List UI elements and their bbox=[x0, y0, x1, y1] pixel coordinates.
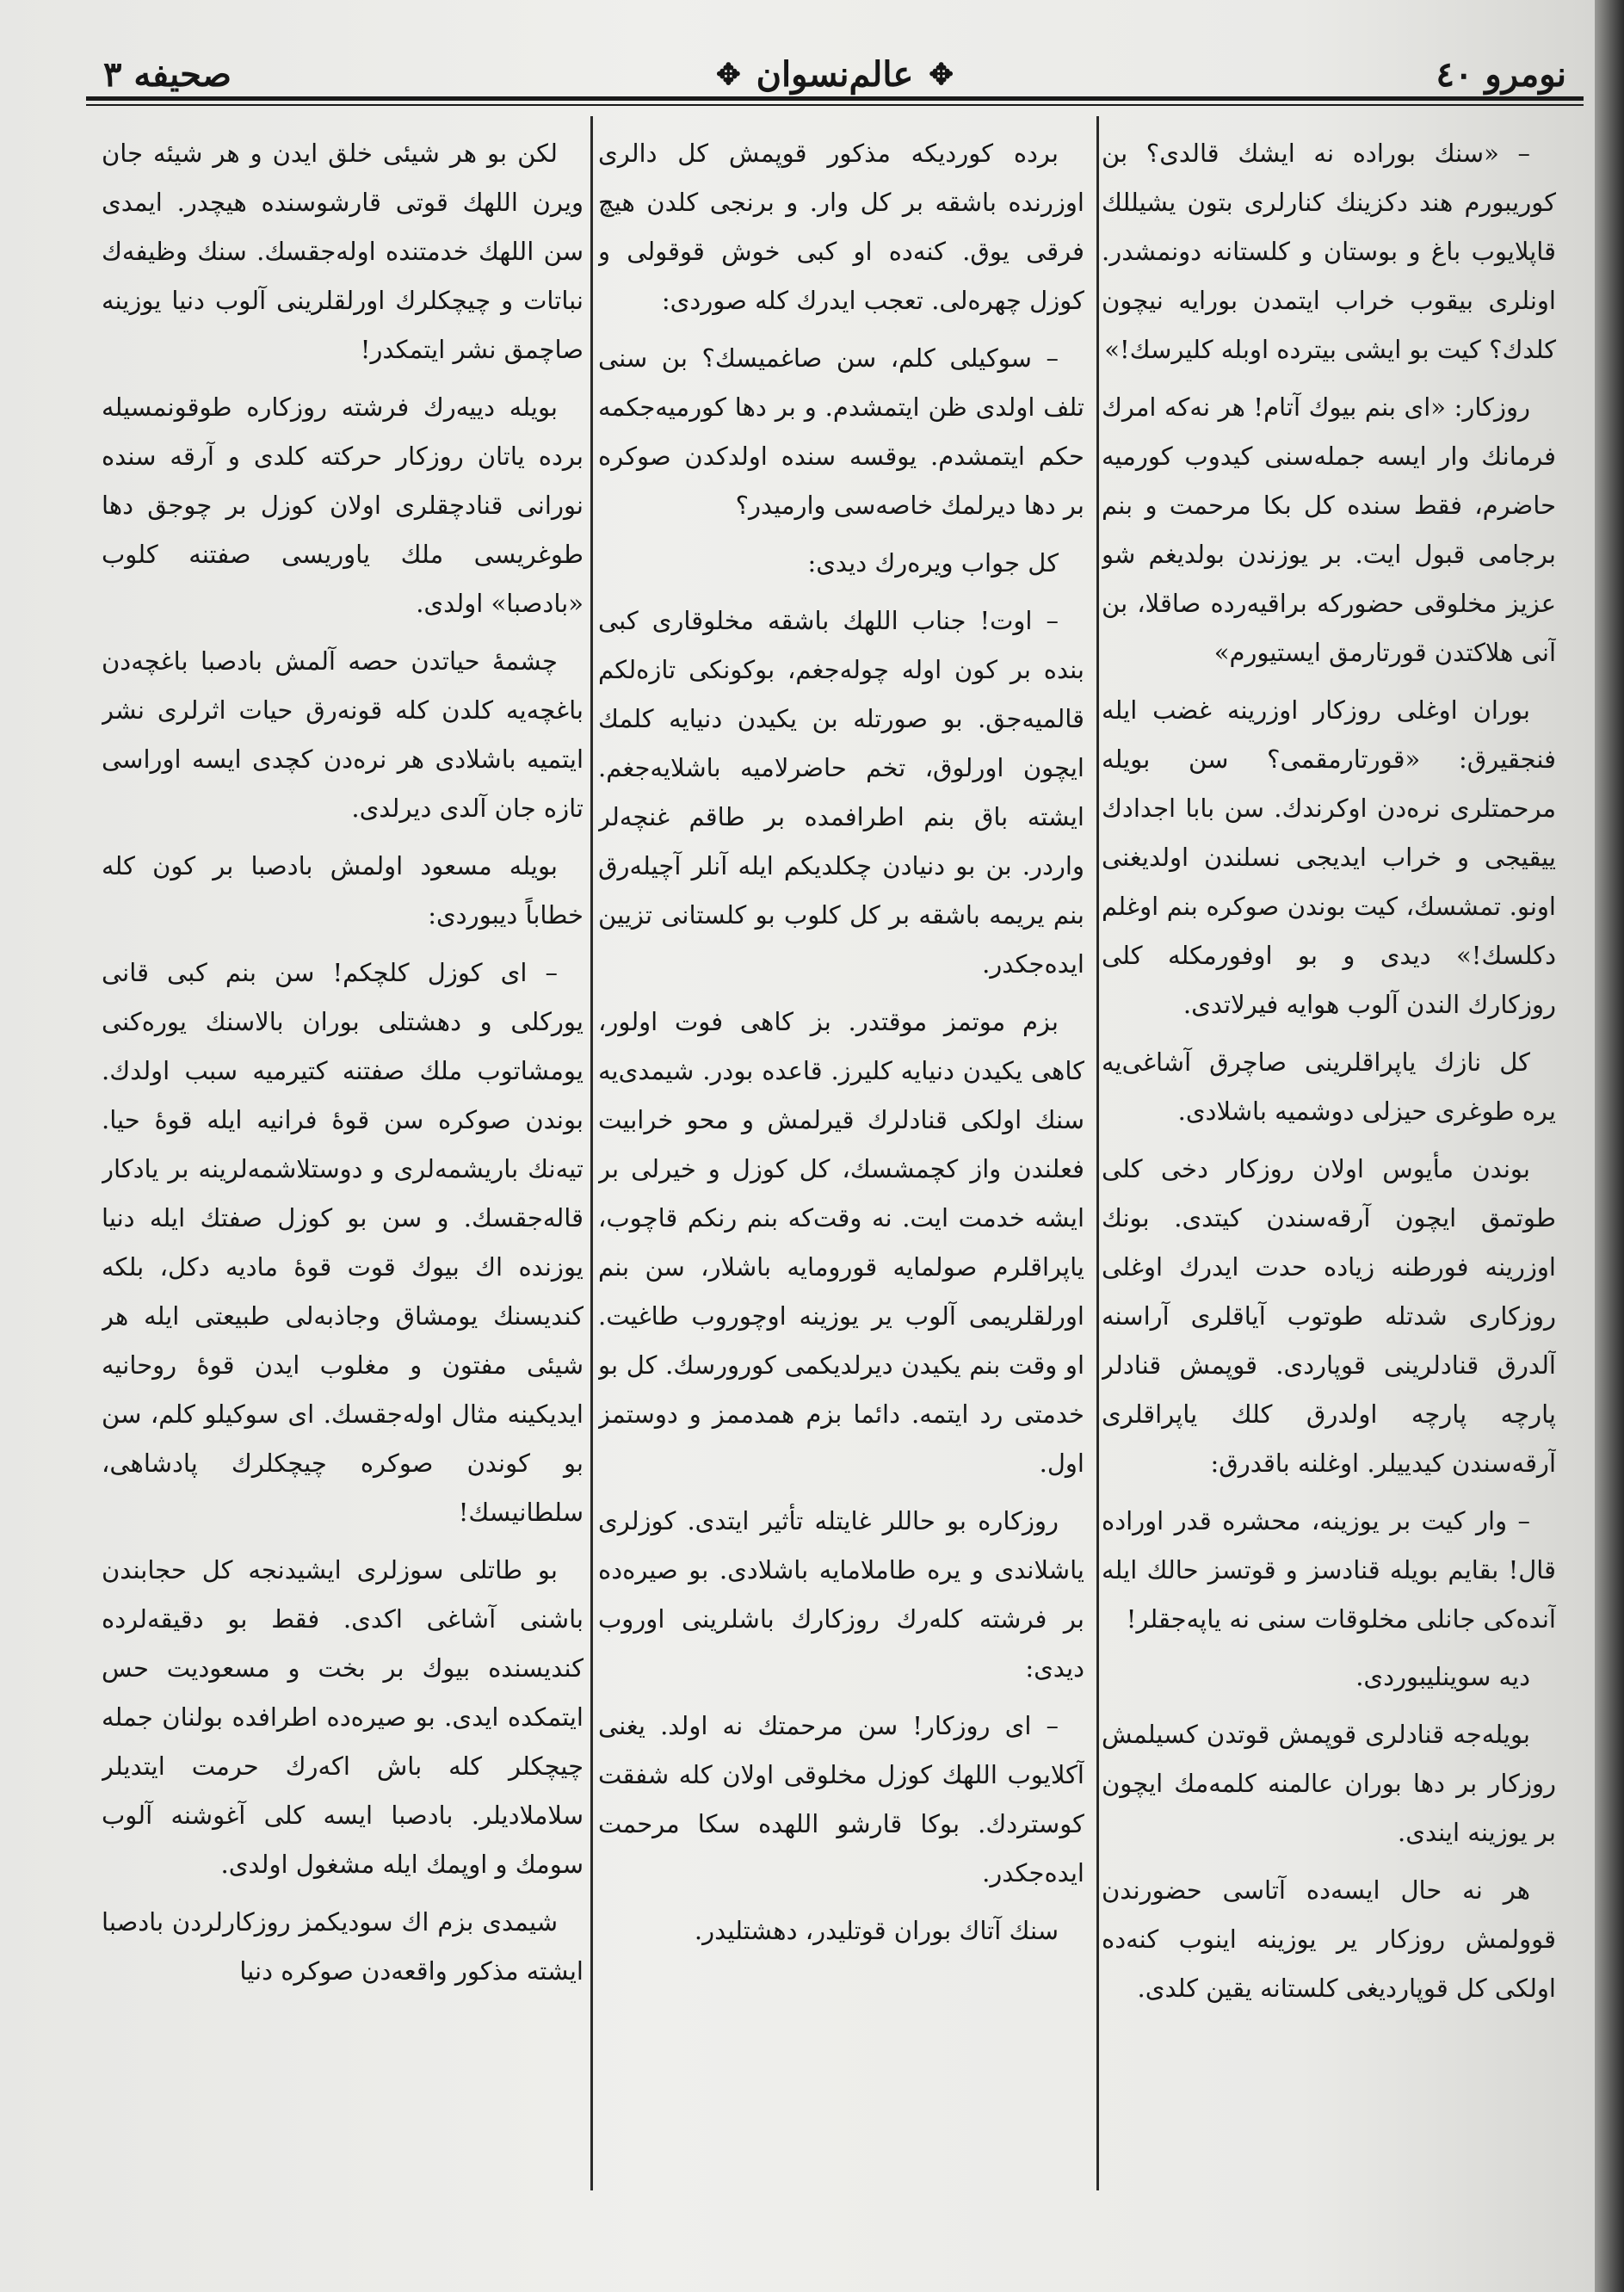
title-text: عالم‌نسوان bbox=[756, 54, 914, 95]
paragraph: – وار کیت بر یوزینه، محشره قدر اوراده قال! بقایم بویله قنادسز و قوتسز حالك ایله آنده‌کی جانلی مخلوقات سنی نه یاپه‌جقلر! bbox=[1102, 1506, 1556, 1634]
paragraph: بو طاتلی سوزلری ایشیدنجه کل حجابندن باشنی آشاغی اکدی. فقط بو دقیقه‌لرده کندیسنده بیوك بر بخت و مسعودیت حس ایتمکده ایدی. بو صیره‌ده اطرافده بولنان جمله چیچکلر کله باش اکه‌رك حرمت ایتدیلر سلاملادیلر. بادصبا ایسه کلی آغوشنه آلوب سومك و اوپمك ایله مشغول اولدی. bbox=[102, 1555, 584, 1879]
paragraph: سنك آتاك بوران قوتلیدر، دهشتلیدر. bbox=[694, 1916, 1059, 1945]
paragraph: بزم موتمز موقتدر. بز کاهی فوت اولور، کاهی یکیدن دنیایه کلیرز. قاعده بودر. شیمدی‌یه سنك اولکی قنادلرك قیرلمش و محو خرابیت فعلندن واز کچمشسك، کل کوزل و خیرلی بر ایشه خدمت ایت. نه وقت‌که بنم رنکم قاچوب، یاپراقلرم صولمایه قورومایه باشلار، سن بنم اورلقلریمی آلوب یر یوزینه اوچوروب طاغیت. او وقت بنم یکیدن دیرلدیکمی کورورسك. کل بو خدمتی رد ایتمه. دائما بزم همدممز و دوستمز اول. bbox=[598, 1007, 1084, 1478]
paragraph: بویله مسعود اولمش بادصبا بر کون کله خطاباً دیبوردی: bbox=[102, 851, 584, 930]
newspaper-title bbox=[716, 54, 954, 95]
column-left bbox=[102, 129, 584, 2195]
header-rule-thin bbox=[86, 104, 1584, 106]
column-divider bbox=[590, 116, 593, 2190]
paragraph: کل نازك یاپراقلرینی صاچرق آشاغی‌یه یره طوغری حیزلی دوشمیه باشلادی. bbox=[1102, 1047, 1556, 1126]
paragraph: بوندن مأیوس اولان روزکار دخی کلی طوتمق ایچون آرقه‌سندن کیتدی. بونك اوزرینه فورطنه زیاده حدت ایدرك اوغلی روزکاری شدتله طوتوب آیاقلری آراسنه آلدرق قنادلرینی قوپاردی. قوپمش قنادلر پارچه پارچه اولدرق کلك یاپراقلری آرقه‌سندن کیدییلر. اوغلنه باقدرق: bbox=[1102, 1154, 1556, 1478]
masthead bbox=[86, 47, 1584, 99]
column-middle bbox=[598, 129, 1084, 2195]
ornament-icon: ✥ bbox=[716, 57, 741, 92]
header-rule bbox=[86, 96, 1584, 101]
paragraph: شیمدی بزم اك سودیکمز روزکارلردن بادصبا ایشته مذکور واقعه‌دن صوکره دنیا bbox=[102, 1907, 584, 1986]
paragraph: – سوکیلی کلم، سن صاغمیسك؟ بن سنی تلف اولدی ظن ایتمشدم. و بر دها کورمیه‌جکمه حکم ایتمشدم. یوقسه سنده اولدکدن صوکره بر دها دیرلمك خاصه‌سی وارمیدر؟ bbox=[598, 343, 1084, 520]
issue-number: نومرو ٤٠ bbox=[1436, 54, 1566, 95]
column-divider bbox=[1096, 116, 1099, 2190]
paragraph: هر نه حال ایسه‌ده آتاسی حضورندن قوولمش روزکار یر یوزینه اینوب کنه‌ده اولکی کل قوپاردیغی کلستانه یقین کلدی. bbox=[1102, 1875, 1556, 2003]
paragraph: – ای کوزل کلچکم! سن بنم کبی قانی یورکلی و دهشتلی بوران بالاسنك یوره‌کنی یومشاتوب ملك صفتنه کتیرمیه سبب اولدك. بوندن صوکره سن قوهٔ فرانیه ایله قوهٔ حیا. تیه‌نك باریشمه‌لری و دوستلاشمه‌لرینه بر یادکار قاله‌جقسك. و سن بو کوزل صفتك ایله دنیا یوزنده اك بیوك قوت قوهٔ مادیه دکل، بلکه کندیسنك یومشاق وجاذبه‌لی طبیعتی ایله هر شیئی مفتون و مغلوب ایدن قوهٔ روحانیه ایدیکینه مثال اوله‌جقسك. ای سوکیلو کلم، سن بو کوندن صوکره چیچکلرك پادشاهی، سلطانیسك! bbox=[102, 958, 584, 1527]
ornament-icon: ✥ bbox=[929, 57, 954, 92]
paragraph: چشمهٔ حیاتدن حصه آلمش بادصبا باغچه‌دن باغچه‌یه کلدن کله قونه‌رق حیات اثرلری نشر ایتمیه باشلادی هر نره‌دن کچدی ایسه اوراسی تازه جان آلدی دیرلدی. bbox=[102, 646, 584, 823]
paragraph: – «سنك بوراده نه ایشك قالدی؟ بن کوریبورم هند دکزینك کنارلری بتون یشیللك قاپلایوب باغ و بوستان و کلستانه دونمشدر. اونلری بیقوب خراب ایتمدن بورایه نیچون کلدك؟ کیت بو ایشی بیترده اوبله کلیرسك!» bbox=[1102, 139, 1556, 364]
column-right bbox=[1102, 129, 1556, 2195]
paragraph: دیه سوینلیبوردی. bbox=[1355, 1662, 1530, 1691]
paragraph: بویله دییه‌رك فرشته روزکاره طوقونمسیله برده یاتان روزکار حرکته کلدی و آرقه سنده نورانی قنادچقلری اولان کوزل بر چوجق دها طوغریسی ملك یاوریسی صفتنه کلوب «بادصبا» اولدی. bbox=[102, 392, 584, 618]
paragraph: برده کوردیکه مذکور قوپمش کل دالری اوزرنده باشقه بر کل وار. و برنجی کلدن هیچ فرقی یوق. کنه‌ده او کبی خوش قوقولی و کوزل چهره‌لی. تعجب ایدرك کله صوردی: bbox=[598, 139, 1084, 315]
paragraph: – اوت! جناب اللهك باشقه مخلوقاری کبی بنده بر کون اوله چوله‌جغم، بوکونکی تازه‌لکم قالمیه‌جق. بو صورتله بن یکیدن دنیایه کلمك ایچون اورلوق، تخم حاضرلامیه باشلایه‌جغم. ایشته باق بنم اطرافمده بر طاقم غنچه‌لر واردر. بن بو دنیادن چکلدیکم ایله آنلر آچیله‌رق بنم یریمه باشقه بر کل کلوب بو کلستانی تزیین ایده‌جکدر. bbox=[598, 606, 1084, 979]
page-number: صحیفه ٣ bbox=[103, 54, 232, 95]
paragraph: بویله‌جه قنادلری قوپمش قوتدن کسیلمش روزکار بر دها بوران عالمنه کلمه‌مك ایچون بر یوزینه ایندی. bbox=[1102, 1720, 1556, 1847]
paragraph: لکن بو هر شیئی خلق ایدن و هر شیئه جان ویرن اللهك قوتی قارشوسنده هیچدر. ایمدی سن اللهك خدمتنده اوله‌جقسك. سنك وظیفه‌ك نباتات و چیچکلرك اورلقلرینی آلوب دنیا یوزینه صاچمق نشر ایتمکدر! bbox=[102, 139, 584, 364]
paragraph: روزکار: «ای بنم بیوك آتام! هر نه‌که امرك فرمانك وار ایسه جمله‌سنی کیدوب کورمیه حاضرم، فقط سنده کل بکا مرحمت و بنم برجامی قبول ایت. بر یوزندن بولدیغم شو عزیز مخلوقی حضورکه براقیه‌رده صاقلا، بن آنی هلاکتدن قورتارمق ایستیورم» bbox=[1102, 392, 1556, 667]
paragraph: کل جواب ویره‌رك دیدی: bbox=[807, 548, 1059, 578]
paragraph: روزکاره بو حاللر غایتله تأثیر ایتدی. کوزلری یاشلاندی و یره طاملامایه باشلادی. بو صیره‌ده بر فرشته کله‌رك روزکارك باشلرینی اوروب دیدی: bbox=[598, 1506, 1084, 1683]
paragraph: بوران اوغلی روزکار اوزرینه غضب ایله فنجقیرق: «قورتارمقمی؟ سن بویله مرحمتلری نره‌دن اوکرندك. سن بابا اجدادك ییقیجی و خراب ایدیجی نسلندن اولدیغنی اونو. تمشسك، کیت بوندن صوکره بنم اوغلم دکلسك!» دیدی و بو اوفورمکله کلی روزکارك الندن آلوب هوایه فیرلاتدی. bbox=[1102, 695, 1556, 1019]
paragraph: – ای روزکار! سن مرحمتك نه اولد. یغنی آکلایوب اللهك کوزل مخلوقی اولان کله شفقت کوستردك. بوکا قارشو اللهده سکا مرحمت ایده‌جکدر. bbox=[598, 1711, 1084, 1887]
